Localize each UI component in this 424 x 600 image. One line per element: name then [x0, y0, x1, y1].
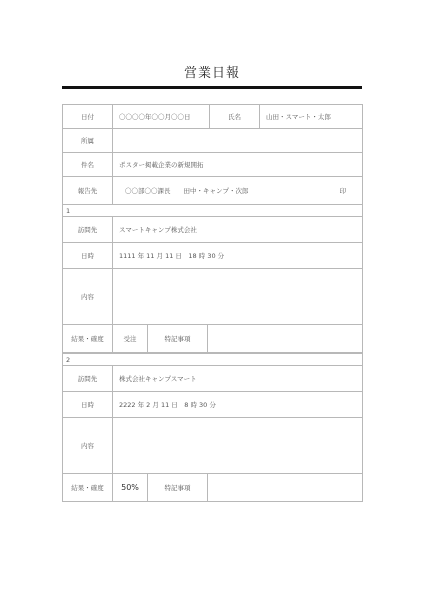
subject-value[interactable]: ポスター掲載企業の新規開拓: [113, 153, 363, 176]
visit-2-number-row: [63, 353, 363, 365]
visit-2-content-row: [63, 417, 363, 473]
visit-1-number: 1: [63, 205, 363, 216]
visit-2-result-label: 結果・確度: [63, 474, 113, 501]
seal-mark: 印: [339, 187, 346, 195]
dept-value[interactable]: [113, 129, 363, 152]
visit-1-content-row: [63, 268, 363, 324]
visit-1-notes-label: 特記事項: [148, 325, 208, 352]
visit-1-time-label: 日時: [63, 243, 113, 268]
visit-2-place-value[interactable]: 株式会社キャンプスマート: [113, 366, 363, 391]
report-to-label: 報告先: [63, 177, 113, 204]
dept-label: 所属: [63, 129, 113, 152]
visit-1-content-label: 内容: [63, 269, 113, 324]
header-table: [62, 104, 363, 204]
visit-1-time-value[interactable]: 1111 年 11 月 11 日 18 時 30 分: [113, 243, 363, 268]
visit-1-result-row: [63, 324, 363, 353]
visit-2-result-row: [63, 473, 363, 502]
visit-1-place-label: 訪問先: [63, 217, 113, 242]
visit-2-place-label: 訪問先: [63, 366, 113, 391]
visit-1-place-value[interactable]: スマートキャンプ株式会社: [113, 217, 363, 242]
visit-2-number: 2: [63, 354, 363, 365]
visit-1-notes-value[interactable]: [208, 325, 363, 352]
visit-1-table: [62, 204, 363, 353]
name-value[interactable]: 山田・スマート・太郎: [260, 105, 363, 128]
date-name-row: [63, 104, 363, 128]
visit-2-content-label: 内容: [63, 418, 113, 473]
visit-1-time-row: [63, 242, 363, 268]
visit-1-number-row: [63, 204, 363, 216]
date-value[interactable]: 〇〇〇〇年〇〇月〇〇日: [113, 105, 210, 128]
visit-1-place-row: [63, 216, 363, 242]
visit-1-content-value[interactable]: [113, 269, 363, 324]
report-to-cell[interactable]: [113, 177, 363, 204]
name-label: 氏名: [210, 105, 260, 128]
visit-2-place-row: [63, 365, 363, 391]
report-to-row: [63, 176, 363, 204]
page-title: 営業日報: [183, 66, 240, 81]
report-to-value: 〇〇部〇〇課長 田中・キャンプ・次郎: [125, 187, 249, 195]
visit-2-time-label: 日時: [63, 392, 113, 417]
visit-2-table: [62, 353, 363, 502]
visit-2-notes-value[interactable]: [208, 474, 363, 501]
visit-1-result-value[interactable]: 受注: [113, 325, 148, 352]
title-rule: [62, 86, 362, 89]
visit-2-notes-label: 特記事項: [148, 474, 208, 501]
visit-2-content-value[interactable]: [113, 418, 363, 473]
visit-2-time-value[interactable]: 2222 年 2 月 11 日 8 時 30 分: [113, 392, 363, 417]
dept-row: [63, 128, 363, 152]
visit-2-time-row: [63, 391, 363, 417]
subject-row: [63, 152, 363, 176]
date-label: 日付: [63, 105, 113, 128]
visit-1-result-label: 結果・確度: [63, 325, 113, 352]
visit-2-result-value[interactable]: 50%: [113, 474, 148, 501]
subject-label: 件名: [63, 153, 113, 176]
